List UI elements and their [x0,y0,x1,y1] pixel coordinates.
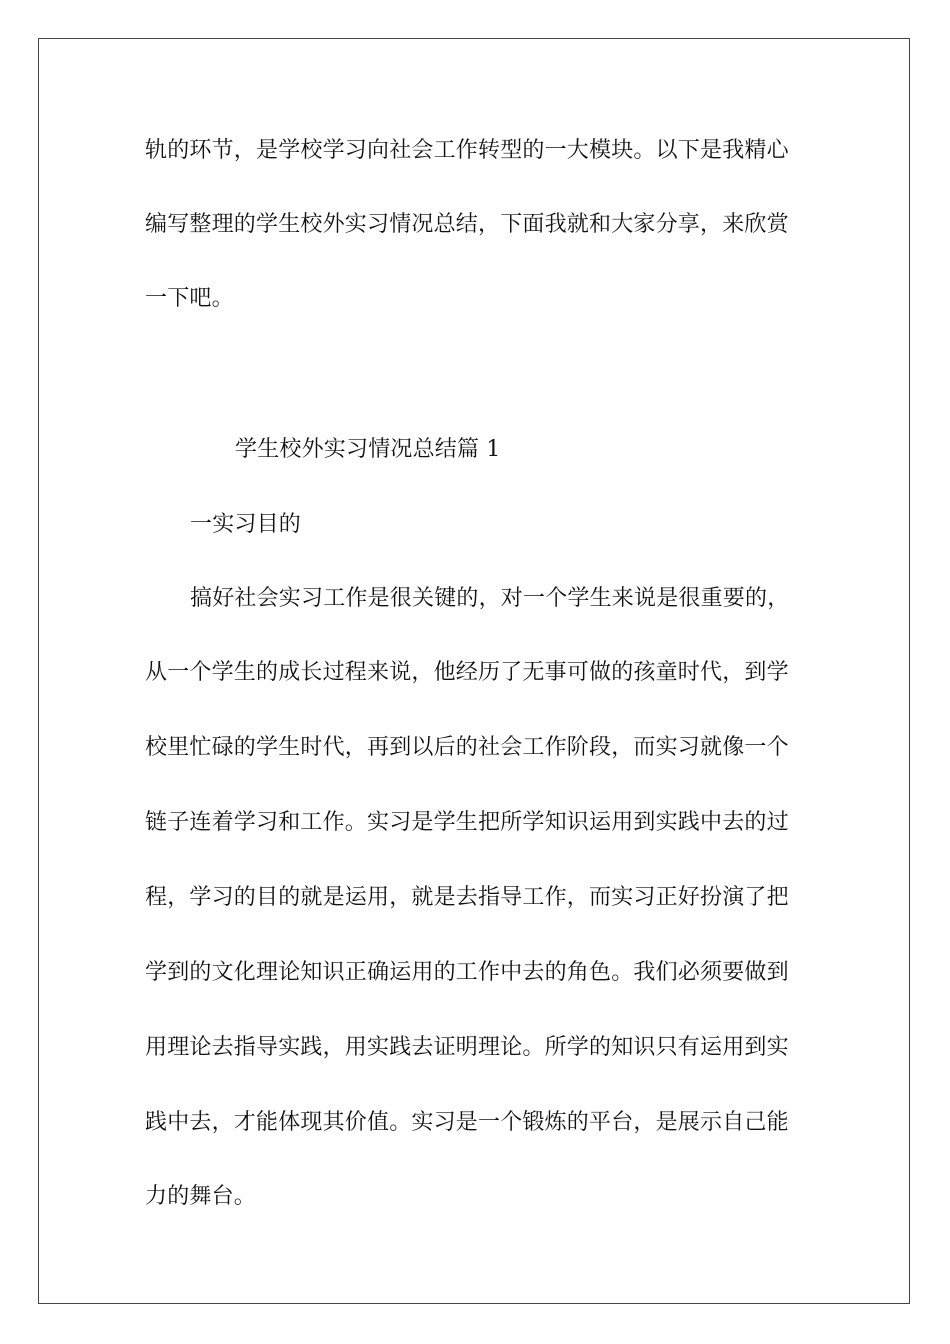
body-line-5: 程，学习的目的就是运用，就是去指导工作，而实习正好扮演了把 [145,885,789,910]
subheading: 一实习目的 [190,512,302,537]
body-line-4: 链子连着学习和工作。实习是学生把所学知识运用到实践中去的过 [145,810,789,835]
body-line-7: 用理论去指导实践，用实践去证明理论。所学的知识只有运用到实 [145,1035,789,1060]
body-line-1: 搞好社会实习工作是很关键的，对一个学生来说是很重要的， [190,586,790,611]
section-title: 学生校外实习情况总结篇 1 [235,437,501,462]
body-line-9: 力的舞台。 [145,1184,257,1209]
body-line-3: 校里忙碌的学生时代，再到以后的社会工作阶段，而实习就像一个 [145,735,789,760]
intro-line-2: 编写整理的学生校外实习情况总结，下面我就和大家分享，来欣赏 [145,212,789,237]
intro-line-3: 一下吧。 [145,286,234,311]
body-line-2: 从一个学生的成长过程来说，他经历了无事可做的孩童时代，到学 [145,660,789,685]
body-line-8: 践中去，才能体现其价值。实习是一个锻炼的平台，是展示自己能 [145,1110,789,1135]
intro-line-1: 轨的环节，是学校学习向社会工作转型的一大模块。以下是我精心 [145,138,789,163]
body-line-6: 学到的文化理论知识正确运用的工作中去的角色。我们必须要做到 [145,960,789,985]
